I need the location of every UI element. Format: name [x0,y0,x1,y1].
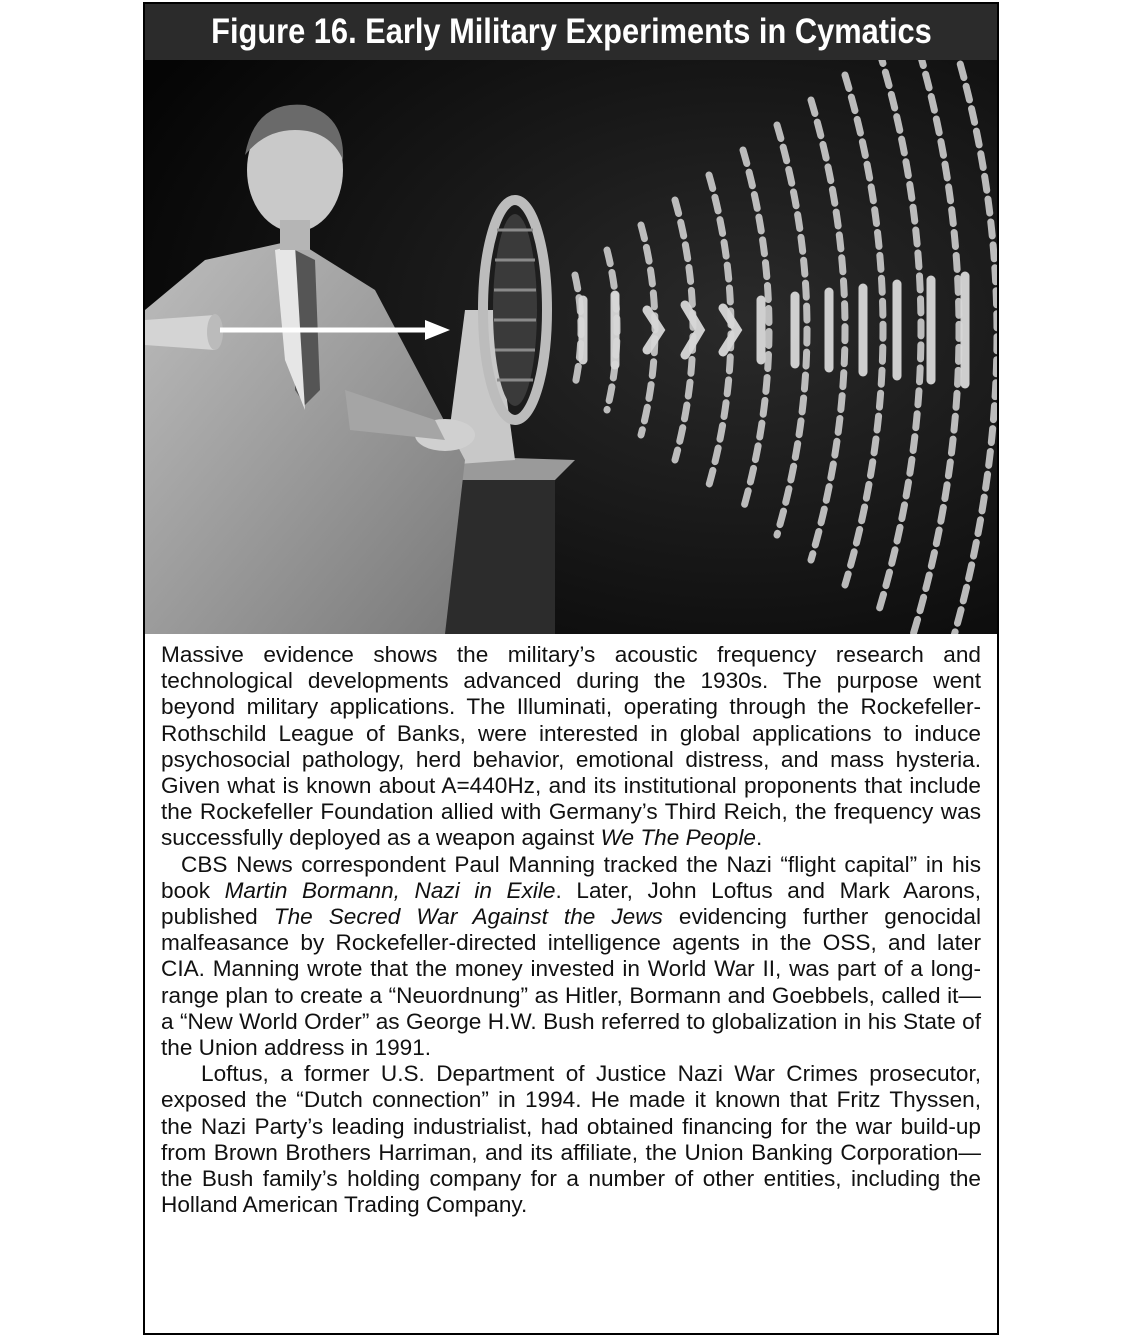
caption-paragraph [161,642,981,852]
caption-text: . Later, John Loftus and Mark Aarons, published [161,877,981,930]
caption-text: Massive evidence shows the military’s acoustic frequency research and technological developments advanced during the 1930s. The purpose went beyond military applications. The Illuminati, operating through the Rockefeller-Rothschild League of Banks, were interested in global applications to induce psychosocial pathology, herd behavior, emotional distress, and mass hysteria. Given what is known about A=440Hz, and its institutional proponents that include the Rockefeller Foundation allied with Germany’s Third Reich, the frequency was successfully deployed as a weapon against [161,642,981,851]
figure-title-bar [145,4,997,60]
caption-text: . [755,825,763,851]
caption-text: CBS News correspondent Paul Manning tracked the Nazi “flight capital” in his book [161,851,981,903]
caption-paragraph [161,1061,981,1218]
horn-speaker [145,314,223,350]
caption-italic: We The People [600,825,756,851]
figure-title: Figure 16. Early Military Experiments in Cymatics [210,12,932,51]
caption-text: Loftus, a former U.S. Department of Justice Nazi War Crimes prosecutor, exposed the “Dutch connection” in 1994. He made it known that Fritz Thyssen, the Nazi Party’s leading industrialist, had obtained financing for the war build-up from Brown Brothers Harriman, and its affiliate, the Union Banking Corporation—the Bush family’s holding company for a number of other entities, including the Holland American Trading Company. [161,1061,981,1218]
figure-frame [143,2,999,1335]
figure-caption [161,642,981,1218]
cymatics-photograph [145,60,997,634]
caption-paragraph [161,852,981,1062]
caption-italic: Martin Bormann, Nazi in Exile [224,877,556,903]
caption-text: evidencing further genocidal malfeasance by Rockefeller-directed intelligence agents in the OSS, and later CIA. Manning wrote that the money invested in World War II, was part of a long-range plan to create a “Neuordnung” as Hitler, Bormann and Goebbels, called it—a “New World Order” as George H.W. Bush referred to globalization in his State of the Union address in 1991. [161,904,981,1061]
photo-illustration [145,60,997,634]
caption-italic: The Secred War Against the Jews [273,904,663,930]
